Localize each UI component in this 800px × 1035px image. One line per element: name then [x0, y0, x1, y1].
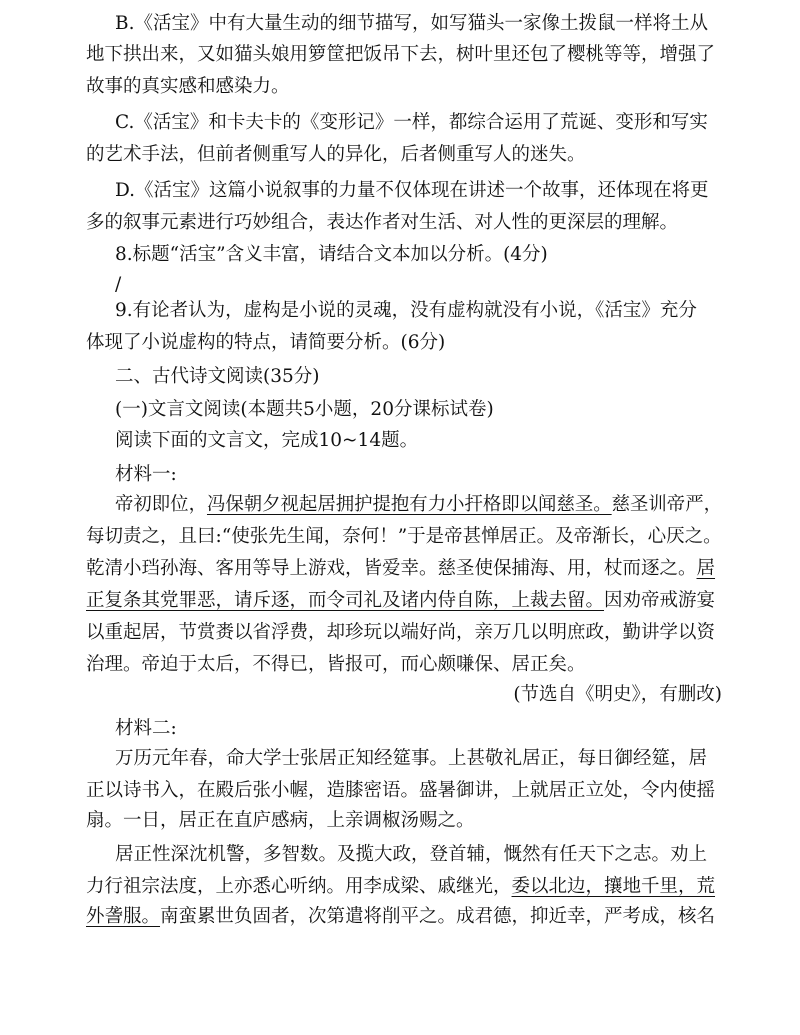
- text-segment: 材料二:: [115, 718, 177, 739]
- text-line-content: [115, 10, 708, 38]
- text-line: [0, 715, 800, 745]
- text-line: [0, 10, 800, 40]
- text-line-content: [115, 745, 707, 773]
- text-segment: 以重起居，节赏赉以省浮费，却珍玩以端好尚，亲万几以明庶政，勤讲学以资: [86, 622, 716, 643]
- text-line-content: [115, 271, 121, 299]
- text-line: [0, 903, 800, 933]
- text-segment: /: [115, 274, 122, 295]
- text-line: [0, 555, 800, 585]
- text-line: [0, 619, 800, 649]
- text-segment: 慈圣训帝严，: [611, 494, 723, 515]
- text-line: [0, 745, 800, 775]
- text-line-content: [86, 587, 715, 615]
- text-line: [0, 109, 800, 139]
- text-segment: 故事的真实感和感染力。: [86, 76, 290, 97]
- text-line: [0, 681, 800, 711]
- text-segment: 的艺术手法，但前者侧重写人的异化，后者侧重写人的迷失。: [86, 144, 586, 165]
- text-segment: 扇。一日，居正在直庐感病，上亲调椒汤赐之。: [86, 810, 475, 831]
- text-segment: 治理。帝迫于太后，不得已，皆报可，而心颇嗛保、居正矣。: [86, 654, 586, 675]
- text-line: [0, 177, 800, 207]
- text-segment: 乾清小珰孙海、客用等导上游戏，皆爱幸。慈圣使保捕海、用，杖而逐之。: [86, 558, 697, 579]
- text-line: [0, 873, 800, 903]
- text-segment: 南蛮累世负固者，次第遣将削平之。成君德，抑近幸，严考成，核名: [160, 906, 716, 927]
- text-line-content: [86, 329, 445, 357]
- underlined-text: 正复条其党罪恶，请斥逐，而令司礼及诸内侍自陈，上裁去留。: [86, 590, 605, 611]
- text-line-content: [86, 619, 715, 647]
- text-line-content: [513, 681, 722, 709]
- text-line-content: [86, 777, 715, 805]
- text-line-content: [86, 209, 678, 237]
- text-segment: 二、古代诗文阅读(35分): [115, 366, 320, 387]
- text-line: [0, 209, 800, 239]
- text-line: [0, 297, 800, 327]
- text-line: [0, 523, 800, 553]
- text-line-content: [86, 73, 290, 101]
- text-segment: B.《活宝》中有大量生动的细节描写，如写猫头一家像土拨鼠一样将土从: [115, 13, 708, 34]
- text-line: [0, 461, 800, 491]
- text-line: [0, 396, 800, 426]
- text-segment: (节选自《明史》，有删改): [513, 684, 722, 705]
- text-line: [0, 651, 800, 681]
- text-line: [0, 363, 800, 393]
- text-segment: 体现了小说虚构的特点，请简要分析。(6分): [86, 332, 446, 353]
- text-line: [0, 777, 800, 807]
- text-segment: C.《活宝》和卡夫卡的《变形记》一样，都综合运用了荒诞、变形和写实: [115, 112, 708, 133]
- text-line-content: [115, 241, 548, 269]
- text-line: [0, 491, 800, 521]
- text-segment: 9.有论者认为，虚构是小说的灵魂，没有虚构就没有小说，《活宝》充分: [115, 300, 697, 321]
- text-line: [0, 41, 800, 71]
- text-line-content: [115, 363, 319, 391]
- text-line: [0, 807, 800, 837]
- text-line-content: [115, 109, 708, 137]
- text-line-content: [115, 461, 177, 489]
- text-line-content: [86, 41, 715, 69]
- text-line-content: [115, 427, 418, 455]
- text-segment: 力行祖宗法度，上亦悉心听纳。用李成梁、戚继光，: [86, 876, 512, 897]
- text-line-content: [86, 141, 586, 169]
- text-line-content: [115, 491, 722, 519]
- text-line: [0, 73, 800, 103]
- text-segment: 帝初即位，: [115, 494, 207, 515]
- underlined-text: 外詟服。: [86, 906, 161, 927]
- text-segment: 材料一:: [115, 464, 177, 485]
- text-line: [0, 841, 800, 871]
- text-line-content: [115, 396, 494, 424]
- text-line-content: [115, 715, 177, 743]
- text-line-content: [86, 903, 715, 931]
- text-line-content: [115, 177, 709, 205]
- text-line: [0, 427, 800, 457]
- underlined-text: 冯保朝夕视起居拥护提抱有力小扞格即以闻慈圣。: [206, 494, 612, 515]
- underlined-text: 居: [696, 558, 716, 579]
- text-line-content: [86, 807, 475, 835]
- text-line-content: [86, 651, 586, 679]
- text-line: [0, 241, 800, 271]
- text-segment: 正以诗书入，在殿后张小幄，造膝密语。盛暑御讲，上就居正立处，令内使摇: [86, 780, 716, 801]
- text-line-content: [115, 841, 707, 869]
- text-line-content: [86, 523, 722, 551]
- text-line-content: [86, 873, 715, 901]
- text-line: [0, 329, 800, 359]
- text-segment: (一)文言文阅读(本题共5小题，20分课标试卷): [115, 399, 494, 420]
- text-line-content: [115, 297, 697, 325]
- text-segment: 因劝帝戒游宴: [604, 590, 716, 611]
- text-segment: D.《活宝》这篇小说叙事的力量不仅体现在讲述一个故事，还体现在将更: [115, 180, 709, 201]
- text-line: [0, 141, 800, 171]
- text-segment: 万历元年春，命大学士张居正知经筵事。上甚敬礼居正，每日御经筵，居: [115, 748, 708, 769]
- text-segment: 居正性深沈机警，多智数。及揽大政，登首辅，慨然有任天下之志。劝上: [115, 844, 708, 865]
- text-segment: 每切责之，且曰:“使张先生闻，奈何！”于是帝甚惮居正。及帝渐长，心厌之。: [86, 526, 722, 547]
- text-segment: 地下拱出来，又如猫头娘用箩筐把饭吊下去，树叶里还包了樱桃等等，增强了: [86, 44, 716, 65]
- underlined-text: 委以北边，攘地千里，荒: [511, 876, 716, 897]
- text-segment: 阅读下面的文言文，完成10~14题。: [115, 430, 419, 451]
- text-line: [0, 587, 800, 617]
- text-segment: 多的叙事元素进行巧妙组合，表达作者对生活、对人性的更深层的理解。: [86, 212, 679, 233]
- text-segment: 8.标题“活宝”含义丰富，请结合文本加以分析。(4分): [115, 244, 548, 265]
- text-line-content: [86, 555, 715, 583]
